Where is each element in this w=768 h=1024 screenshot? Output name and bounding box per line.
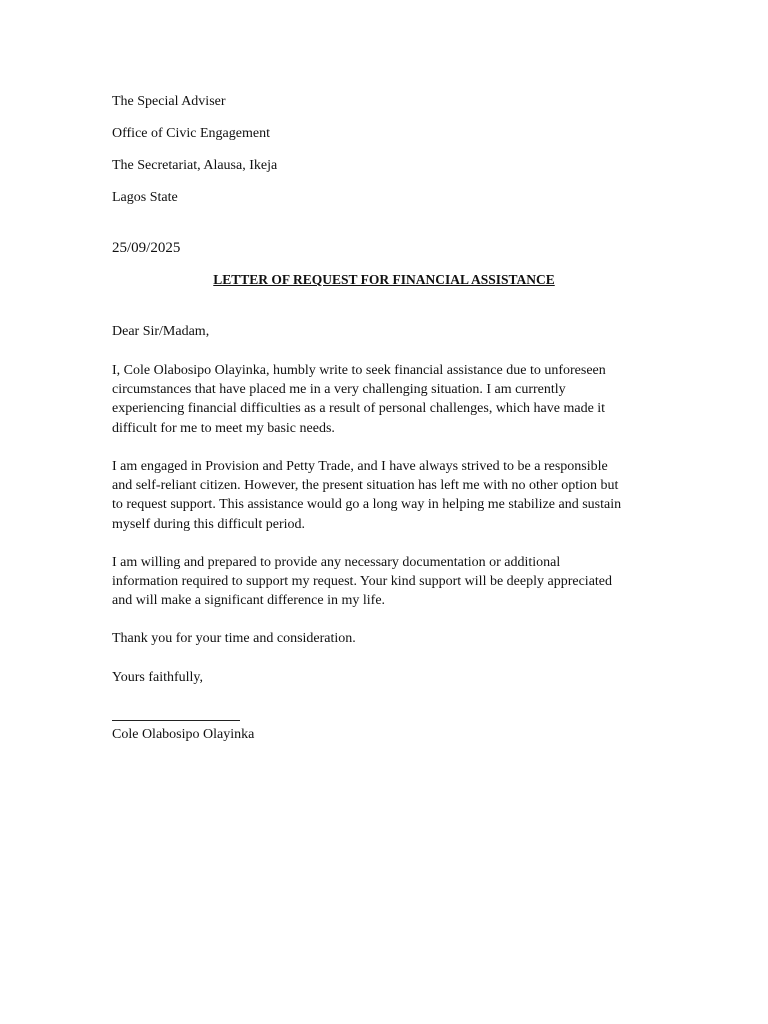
signature-name: Cole Olabosipo Olayinka	[112, 727, 255, 742]
paragraph-line: and will make a significant difference in my life.	[112, 593, 386, 609]
paragraph-line: to request support. This assistance would go a long way in helping me stabilize and sustain	[112, 497, 622, 513]
letter-date: 25/09/2025	[112, 240, 181, 256]
recipient-title: The Special Adviser	[112, 94, 226, 109]
recipient-address: The Secretariat, Alausa, Ikeja	[112, 158, 278, 173]
paragraph-line: circumstances that have placed me in a very challenging situation. I am currently	[112, 382, 566, 398]
paragraph-line: information required to support my request. Your kind support will be deeply appreciated	[112, 574, 613, 590]
paragraph-line: experiencing financial difficulties as a result of personal challenges, which have made it	[112, 401, 606, 417]
signature-line	[112, 720, 240, 721]
paragraph-line: I am engaged in Provision and Petty Trade, and I have always strived to be a responsible	[112, 459, 608, 474]
recipient-state: Lagos State	[112, 190, 178, 205]
salutation: Dear Sir/Madam,	[112, 324, 210, 339]
paragraph-2	[112, 457, 657, 534]
paragraph-line: I am willing and prepared to provide any necessary documentation or additional	[112, 555, 561, 570]
thanks-line: Thank you for your time and consideration.	[112, 631, 356, 646]
paragraph-line: I, Cole Olabosipo Olayinka, humbly write to seek financial assistance due to unforeseen	[112, 363, 606, 378]
paragraph-1	[112, 361, 657, 438]
letter-subject: LETTER OF REQUEST FOR FINANCIAL ASSISTANCE	[213, 272, 555, 287]
paragraph-3	[112, 553, 657, 611]
recipient-office: Office of Civic Engagement	[112, 126, 270, 141]
paragraph-line: and self-reliant citizen. However, the present situation has left me with no other option but	[112, 478, 619, 494]
paragraph-line: difficult for me to meet my basic needs.	[112, 420, 335, 436]
paragraph-line: myself during this difficult period.	[112, 516, 305, 532]
closing-line: Yours faithfully,	[112, 670, 204, 685]
